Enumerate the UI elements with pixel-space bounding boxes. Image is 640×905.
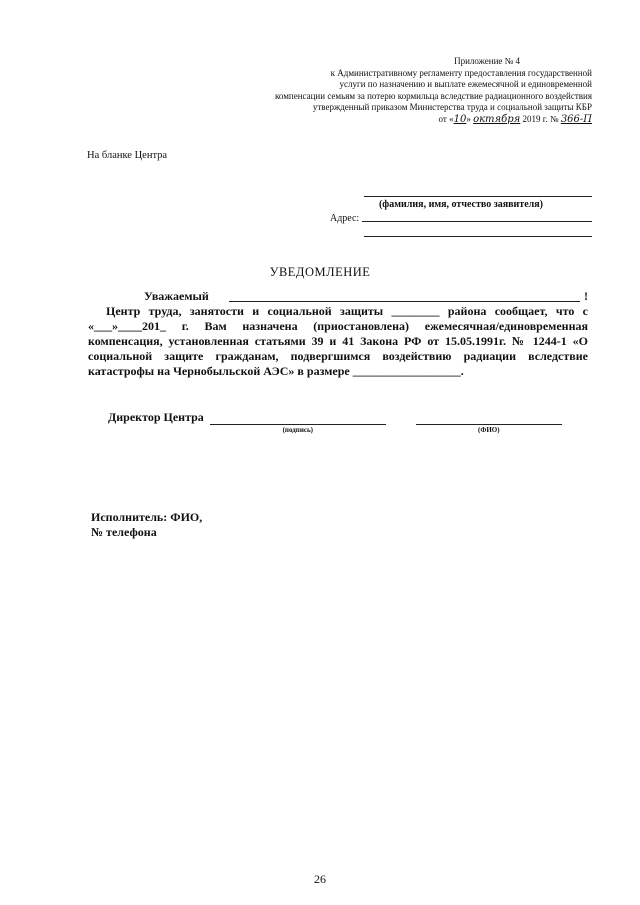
greeting-row bbox=[144, 289, 588, 304]
name-caption: (ФИО) bbox=[478, 426, 500, 434]
name-field bbox=[416, 412, 562, 434]
appendix-header bbox=[232, 56, 592, 125]
signature-field bbox=[210, 412, 386, 434]
notification-body bbox=[88, 289, 588, 379]
letterhead-note: На бланке Центра bbox=[87, 150, 168, 161]
appendix-line-1: Приложение № 4 bbox=[454, 56, 520, 66]
signature-label: Директор Центра bbox=[108, 410, 204, 424]
address-line-2 bbox=[364, 236, 592, 237]
body-paragraph: Центр труда, занятости и социальной защиты ________ района сообщает, что с «___»____201_ г. Вам назначена (приостановлена) ежемесячная/единовременная компенсация, установленная статьями 39 и 41 Закона РФ от 15.05.1991г. № 1244-1 «О социальной защите гражданам, подвергшимся воздействию радиации вследствие катастрофы на Чернобыльской АЭС» в размере __________________. bbox=[88, 304, 588, 378]
appendix-line-5: утвержденный приказом Министерства труда и социальной защиты КБР bbox=[312, 102, 592, 112]
body-text bbox=[88, 304, 588, 379]
date-number: 366-П bbox=[560, 113, 592, 125]
executor-line-2: № телефона bbox=[91, 525, 157, 539]
address-line-1 bbox=[362, 221, 592, 222]
greeting-end: ! bbox=[584, 289, 588, 303]
appendix-date-line bbox=[232, 114, 592, 126]
date-day: 10 bbox=[453, 113, 467, 125]
greeting-label: Уважаемый bbox=[144, 289, 209, 303]
appendix-line-4: компенсации семьям за потерю кормильца вследствие радиационного воздействия bbox=[274, 90, 592, 101]
executor-line-1: Исполнитель: ФИО, bbox=[91, 510, 203, 524]
signature-block bbox=[108, 410, 588, 434]
date-mid: » bbox=[466, 113, 471, 124]
executor-block bbox=[91, 510, 202, 540]
date-year: 2019 г. № bbox=[522, 113, 559, 124]
page-number: 26 bbox=[314, 872, 326, 886]
signature-caption: (подпись) bbox=[282, 426, 313, 434]
applicant-name-caption: (фамилия, имя, отчество заявителя) bbox=[378, 199, 544, 210]
document-title: УВЕДОМЛЕНИЕ bbox=[269, 265, 371, 279]
address-row bbox=[330, 213, 592, 224]
appendix-line-3: услуги по назначению и выплате ежемесячной и единовременной bbox=[339, 79, 592, 89]
signature-row bbox=[108, 410, 588, 434]
address-label: Адрес: bbox=[330, 213, 360, 224]
applicant-name-line bbox=[364, 196, 592, 197]
applicant-block bbox=[330, 196, 592, 237]
appendix-line-2: к Административному регламенту предоставления государственной bbox=[330, 67, 592, 78]
date-prefix: от « bbox=[438, 113, 454, 124]
date-month: октября bbox=[473, 113, 521, 125]
greeting-name-line bbox=[229, 301, 580, 302]
